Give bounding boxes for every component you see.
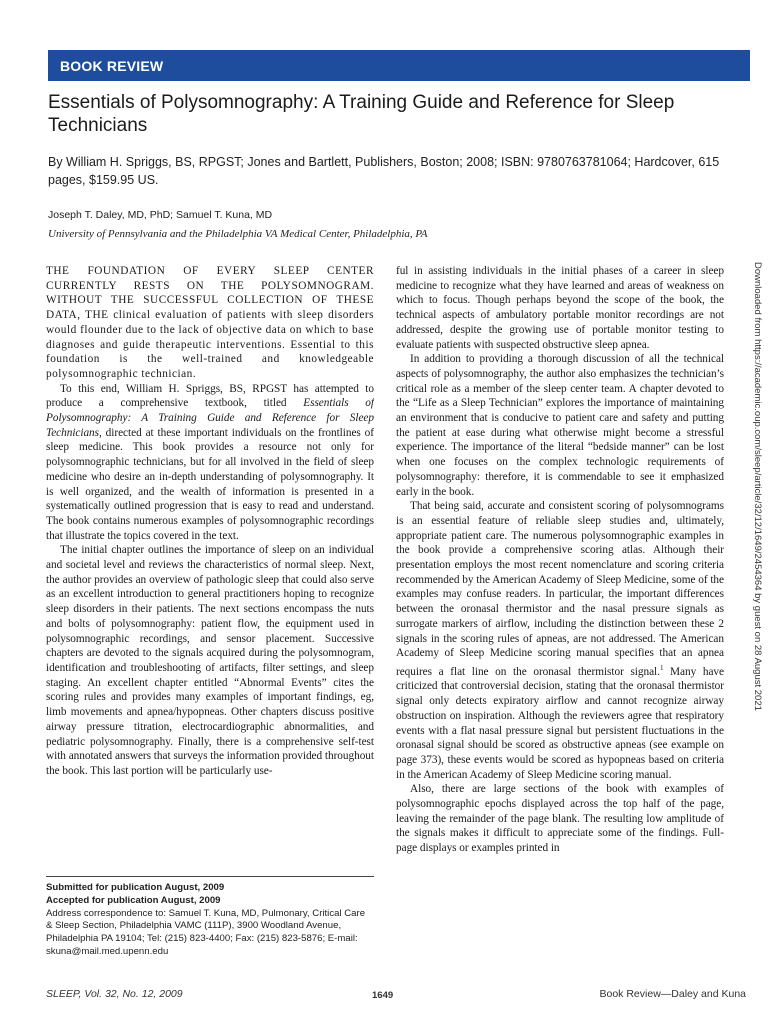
accepted-date: Accepted for publication August, 2009 xyxy=(46,894,221,906)
section-banner xyxy=(48,50,750,81)
review-authors: Joseph T. Daley, MD, PhD; Samuel T. Kuna, MD xyxy=(48,209,273,221)
paragraph: THE FOUNDATION OF EVERY SLEEP CENTER CURRENTLY RESTS ON THE POLYSOMNOGRAM. WITHOUT THE SUCCESSFUL COLLECTION OF THESE DATA, THE clinical evaluation of patients with sleep disorders would flounder due to the lack of objective data on which to base diagnoses and guide therapeutic interventions. Essential to this foundation is the well-trained and knowledgeable polysomnographic technician. xyxy=(46,265,374,380)
correspondence-address: Address correspondence to: Samuel T. Kuna, MD, Pulmonary, Critical Care & Sleep Section, Philadelphia VAMC (111P), 3900 Woodland Avenue, Philadelphia PA 19104; Tel: (215) 823-4400; Fax: (215) 823-5876; E-mail: skuna@mail.med.upenn.edu xyxy=(46,907,366,957)
paragraph xyxy=(46,382,374,544)
page-number: 1649 xyxy=(372,990,394,1001)
journal-citation: SLEEP, Vol. 32, No. 12, 2009 xyxy=(46,988,183,1000)
submitted-date: Submitted for publication August, 2009 xyxy=(46,882,225,893)
paragraph: Also, there are large sections of the book with examples of polysomnographic epochs displayed across the top half of the page, leaving the remainder of the page blank. The resulting low amplitude of the signals makes it difficult to appreciate some of the findings. Full-page displays or examples printed in xyxy=(396,783,724,855)
running-head: Book Review—Daley and Kuna xyxy=(599,988,746,1000)
download-notice[interactable]: Downloaded from https://academic.oup.com/sleep/article/32/12/1649/2454364 by guest on 28 August 2021 xyxy=(752,262,763,711)
paragraph-text: directed at these important individuals on the frontlines of sleep medicine. This book provides a resource not only for polysomnographic technicians, but for all involved in the field of sleep medicine who desire an in-depth understanding of polysomnography. It is well organized, and the wealth of information is presented in a systematically outlined progression that is easy to read and understand. The book contains numerous examples of polysomnographic recordings that illustrate the topics covered in the text. xyxy=(46,426,374,542)
paragraph-text: That being said, accurate and consistent scoring of polysomnograms is an essential feature of reliable sleep studies and, ultimately, appropriate patient care. The numerous polysomnographic examples in the book provide a comprehensive scoring atlas. Although their presentation employs the most recent nomenclature and scoring criteria recommended by the American Academy of Sleep Medicine, some of the examples may confuse readers. In particular, the important differences between the oronasal thermistor and the nasal pressure signals as surrogate markers of airflow, including the distinction between these 2 signals in the scoring rules of apneas, are not addressed. The American Academy of Sleep Medicine scoring manual specifies that an apnea requires a flat line on the oronasal thermistor signal. xyxy=(396,500,724,678)
paragraph-text: Many have criticized that controversial decision, stating that the oronasal thermistor signal only detects expiratory airflow and cannot recognize airway obstruction on inspiration. Although the reviewers agree that respiratory events with a flat nasal pressure signal but persistent fluctuations in the oronasal signal should be scored as obstructive apneas (see example on page 373), these events would be scored as hypopneas based on criteria in the American Academy of Sleep Medicine scoring manual. xyxy=(396,665,724,781)
paragraph xyxy=(396,499,724,782)
right-column xyxy=(396,264,724,986)
reference-marker[interactable]: 1 xyxy=(659,663,664,672)
paragraph: The initial chapter outlines the importance of sleep on an individual and societal level and reviews the characteristics of normal sleep. Next, the author provides an overview of pathologic sleep that could also serve as an excellent introduction to general practitioners hoping to recognize sleep disorders in their patients. The next sections encompass the nuts and bolts of polysomnography: patient flow, the equipment used in polysomnographic recordings, and sensor placement. Successive chapters are devoted to the signals acquired during the polysomnogram, identification and troubleshooting of artifacts, filter settings, and sleep staging. An excellent chapter entitled “Abnormal Events” cites the scoring rules and provides many examples of important findings, eg, limb movements and apnea/hypopneas. Other chapters discuss positive airway pressure titration, electrocardiographic abnormalities, and pediatric polysomnography. Finally, there is a comprehensive self-test with annotated answers that surveys the information provided throughout the book. This last portion will be particularly use- xyxy=(46,544,374,777)
paragraph-text: To this end, William H. Spriggs, BS, RPGST has attempted to produce a comprehensive textbook, titled xyxy=(46,382,374,410)
left-column xyxy=(46,264,374,869)
author-affiliation: University of Pennsylvania and the Philadelphia VA Medical Center, Philadelphia, PA xyxy=(48,228,428,240)
book-byline: By William H. Spriggs, BS, RPGST; Jones and Bartlett, Publishers, Boston; 2008; ISBN: 9780763781064; Hardcover, 615 pages, $159.95 US. xyxy=(48,155,720,187)
book-title-italic: Essentials of Polysomnography: A Training Guide and Reference for Sleep Technicians, xyxy=(46,397,374,439)
footnote-divider xyxy=(46,876,374,877)
footnote xyxy=(46,882,374,959)
paragraph: ful in assisting individuals in the initial phases of a career in sleep medicine to recognize what they have learned and areas of weakness on which to focus. Though perhaps beyond the scope of the book, the technical aspects of ambulatory portable monitor recordings are not addressed, despite the growing use of portable monitor testing to evaluate patients with suspected obstructive sleep apnea. xyxy=(396,265,724,351)
article-title: Essentials of Polysomnography: A Training Guide and Reference for Sleep Technicians xyxy=(48,92,675,136)
paragraph: In addition to providing a thorough discussion of all the technical aspects of polysomnography, the author also emphasizes the technician’s critical role as a member of the sleep center team. A chapter devoted to the “Life as a Sleep Technician” explores the importance of maintaining an environment that is conducive to patient care and safety and putting the patient at ease during what otherwise might become a stressful experience. The importance of the literal “bedside manner” can be lost when one focuses on the complex technologic requirements of polysomnography: therefore, it is commendable to see it emphasized early in the book. xyxy=(396,353,724,498)
section-label: BOOK REVIEW xyxy=(60,58,164,74)
